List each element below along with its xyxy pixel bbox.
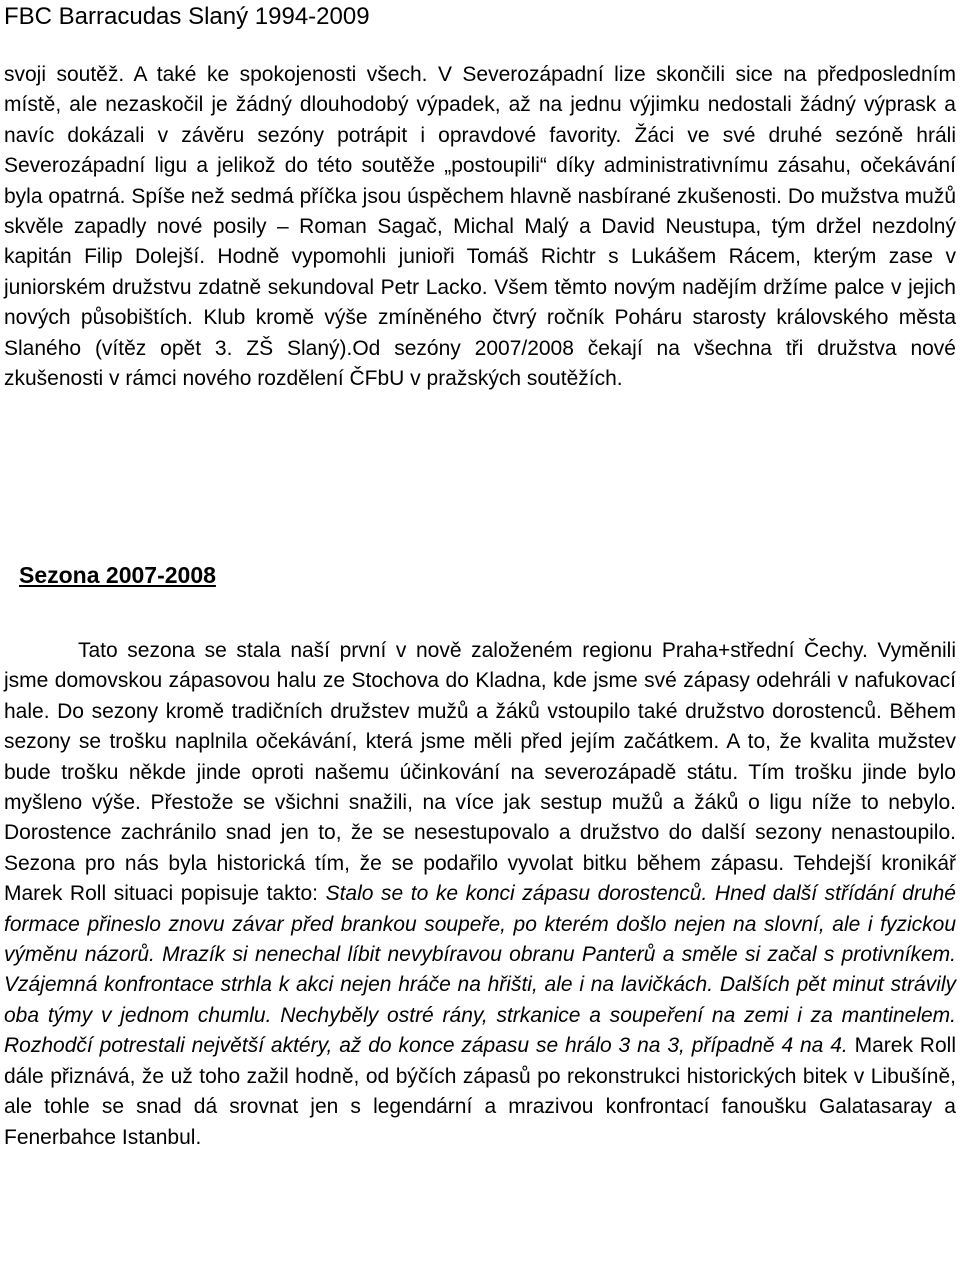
chronicle-quote: Stalo se to ke konci zápasu dorostenců. Hned další střídání druhé formace přineslo znovu závar před brankou soupeře, po kterém došlo nejen na slovní, ale i fyzickou výměnu názorů. Mrazík si nenechal líbit nevybíravou obranu Panterů a směle si začal s protivníkem. Vzájemná konfrontace strhla k akci nejen hráče na hřišti, ale i na lavičkách. Dalších pět minut strávily oba týmy v jednom chumlu. Nechyběly ostré rány, strkanice a soupeření na zemi i za mantinelem. Rozhodčí potrestali největší aktéry, až do konce zápasu se hrálo 3 na 3, případně 4 na 4. (4, 882, 956, 1058)
intro-sentence-3: Do mužstva mužů skvěle zapadly nové posily – Roman Sagač, Michal Malý a David Neustupa, tým držel nezdolný kapitán Filip Dolejší. Hodně vypomohli junioři Tomáš Richtr s Lukášem Rácem, kterým zase v juniorském družstvu zdatně sekundoval Petr Lacko. Všem těmto novým nadějím držíme palce v jejich nových působištích. (4, 184, 956, 330)
intro-sentence-4: Klub kromě výše zmíněného čtvrý ročník Poháru starosty královského města Slaného (vítěz opět 3. ZŠ Slaný).Od sezóny 2007/2008 čekají na všechna tři družstva nové zkušenosti v rámci nového rozdělení ČFbU v pražských soutěžích. (4, 306, 956, 391)
section-text-1: Tato sezona se stala naší první v nově založeném regionu Praha+střední Čechy. Vyměnili jsme domovskou zápasovou halu ze Stochova do Kladna, kde jsme své zápasy odehráli v nafukovací hale. Do sezony kromě tradičních družstev mužů a žáků vstoupilo také družstvo dorostenců. Během sezony se trošku naplnila očekávání, která jsme měli před jejím začátkem. A to, že kvalita mužstev bude trošku někde jinde oproti našemu účinkování na severozápadě státu. Tím trošku jinde bylo myšleno výše. Přestože se všichni snažili, na více jak sestup mužů a žáků o ligu níže to nebylo. Dorostence zachránilo snad jen to, že se nesestupovalo a družstvo do další sezony nenastoupilo. Sezona pro nás byla historická tím, že se podařilo vyvolat bitku během zápasu. Tehdejší kronikář Marek Roll situaci popisuje takto: (4, 639, 956, 906)
section-text-2: Marek Roll dále přiznává, že už toho zažil hodně, od býčích zápasů po rekonstrukci historických bitek v Libušíně, ale tohle se snad dá srovnat jen s legendární a mrazivou konfrontací fanoušku Galatasaray a Fenerbahce Istanbul. (4, 1034, 956, 1149)
section-heading: Sezona 2007-2008 (19, 562, 216, 588)
intro-paragraph (4, 60, 956, 394)
intro-sentence-1: svoji soutěž. A také ke spokojenosti všech. V Severozápadní lize skončili sice na předposledním místě, ale nezaskočil je žádný dlouhodobý výpadek, až na jednu výjimku nedostali žádný výprask a navíc dokázali v závěru sezóny potrápit i opravdové favority. (4, 63, 956, 147)
intro-sentence-2: Žáci ve své druhé sezóně hráli Severozápadní ligu a jelikož do této soutěže „postoupili“ díky administrativnímu zásahu, očekávání byla opatrná. Spíše než sedmá příčka jsou úspěchem hlavně nasbírané zkušenosti. (4, 123, 956, 208)
document-header: FBC Barracudas Slaný 1994-2009 (4, 3, 370, 30)
section-paragraph (4, 636, 956, 1153)
